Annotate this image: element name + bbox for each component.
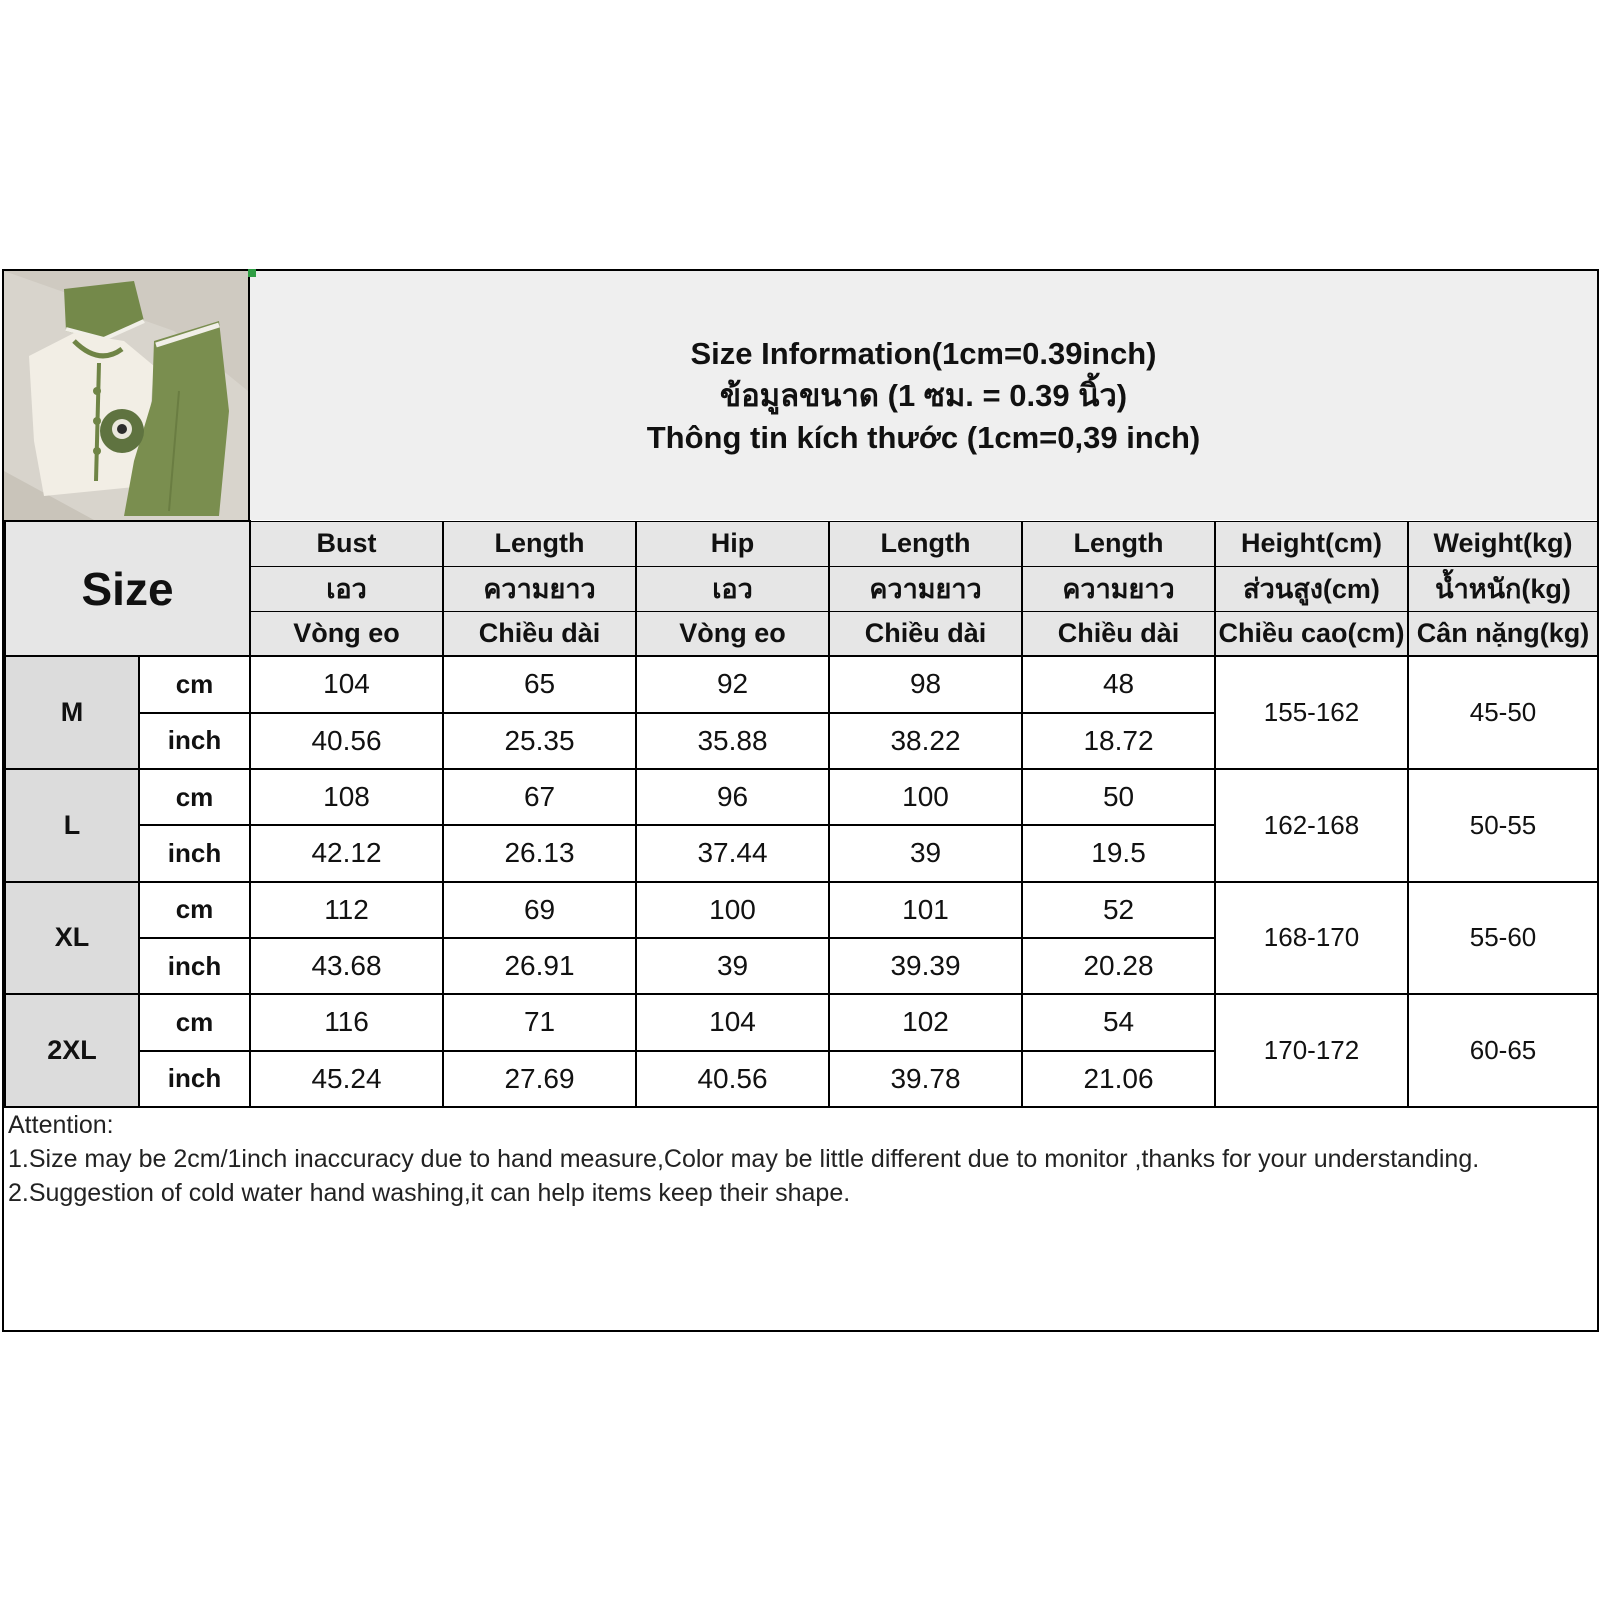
weight-range-cell: 50-55: [1408, 769, 1598, 882]
column-header-th: ส่วนสูง(cm): [1215, 566, 1408, 611]
column-header-vi: Chiều cao(cm): [1215, 611, 1408, 656]
weight-range-cell: 60-65: [1408, 994, 1598, 1107]
unit-label: cm: [139, 656, 250, 712]
measurement-cell: 102: [829, 994, 1022, 1050]
measurement-cell: 67: [443, 769, 636, 825]
notes-heading: Attention:: [8, 1111, 114, 1139]
measurement-cell: 26.13: [443, 825, 636, 881]
measurement-cell: 101: [829, 882, 1022, 938]
column-header-vi: Chiều dài: [1022, 611, 1215, 656]
size-information-header: [250, 271, 1597, 520]
size-name-cell: XL: [5, 882, 139, 995]
column-header-vi: Cân nặng(kg): [1408, 611, 1598, 656]
measurement-cell: 100: [829, 769, 1022, 825]
unit-label: cm: [139, 769, 250, 825]
height-range-cell: 168-170: [1215, 882, 1408, 995]
measurement-cell: 39.39: [829, 938, 1022, 994]
column-header-th: เอว: [636, 566, 829, 611]
measurement-cell: 65: [443, 656, 636, 712]
measurement-cell: 18.72: [1022, 713, 1215, 769]
measurement-cell: 96: [636, 769, 829, 825]
unit-label: inch: [139, 938, 250, 994]
size-name-cell: 2XL: [5, 994, 139, 1107]
measurement-cell: 92: [636, 656, 829, 712]
product-photo: [4, 271, 250, 520]
column-header-vi: Vòng eo: [636, 611, 829, 656]
weight-range-cell: 55-60: [1408, 882, 1598, 995]
measurement-cell: 20.28: [1022, 938, 1215, 994]
title-english: Size Information(1cm=0.39inch): [690, 335, 1157, 371]
measurement-cell: 43.68: [250, 938, 443, 994]
measurement-cell: 104: [636, 994, 829, 1050]
size-name-cell: L: [5, 769, 139, 882]
column-header-en: Length: [443, 521, 636, 566]
measurement-cell: 104: [250, 656, 443, 712]
table-row: [5, 882, 1598, 938]
corner-marker: [248, 269, 256, 277]
column-header-en: Length: [1022, 521, 1215, 566]
column-header-th: ความยาว: [829, 566, 1022, 611]
measurement-cell: 108: [250, 769, 443, 825]
pajama-set-illustration: [4, 271, 248, 520]
note-item: 1.Size may be 2cm/1inch inaccuracy due to hand measure,Color may be little different due to monitor ,thanks for your understanding.: [8, 1145, 1480, 1173]
measurement-cell: 39.78: [829, 1051, 1022, 1107]
size-column-header: Size: [5, 521, 250, 656]
attention-notes: [8, 1108, 1593, 1210]
measurement-cell: 19.5: [1022, 825, 1215, 881]
column-header-th: ความยาว: [1022, 566, 1215, 611]
column-header-th: ความยาว: [443, 566, 636, 611]
table-row: [5, 769, 1598, 825]
measurement-cell: 100: [636, 882, 829, 938]
measurement-cell: 40.56: [636, 1051, 829, 1107]
table-row: [5, 994, 1598, 1050]
measurement-cell: 116: [250, 994, 443, 1050]
measurement-cell: 50: [1022, 769, 1215, 825]
column-header-vi: Vòng eo: [250, 611, 443, 656]
measurement-cell: 71: [443, 994, 636, 1050]
unit-label: inch: [139, 713, 250, 769]
unit-label: cm: [139, 994, 250, 1050]
height-range-cell: 155-162: [1215, 656, 1408, 769]
title-thai: ข้อมูลขนาด (1 ซม. = 0.39 นิ้ว): [719, 377, 1128, 413]
note-item: 2.Suggestion of cold water hand washing,it can help items keep their shape.: [8, 1179, 851, 1207]
unit-label: inch: [139, 1051, 250, 1107]
measurement-cell: 45.24: [250, 1051, 443, 1107]
column-header-th: น้ำหนัก(kg): [1408, 566, 1598, 611]
measurement-cell: 39: [829, 825, 1022, 881]
measurement-cell: 40.56: [250, 713, 443, 769]
column-header-en: Length: [829, 521, 1022, 566]
column-header-en: Bust: [250, 521, 443, 566]
unit-label: inch: [139, 825, 250, 881]
size-table: [4, 520, 1599, 1108]
column-header-en: Height(cm): [1215, 521, 1408, 566]
height-range-cell: 162-168: [1215, 769, 1408, 882]
measurement-cell: 27.69: [443, 1051, 636, 1107]
column-header-th: เอว: [250, 566, 443, 611]
measurement-cell: 35.88: [636, 713, 829, 769]
measurement-cell: 98: [829, 656, 1022, 712]
column-header-en: Hip: [636, 521, 829, 566]
height-range-cell: 170-172: [1215, 994, 1408, 1107]
title-vietnamese: Thông tin kích thước (1cm=0,39 inch): [646, 419, 1201, 455]
column-header-vi: Chiều dài: [443, 611, 636, 656]
measurement-cell: 38.22: [829, 713, 1022, 769]
measurement-cell: 54: [1022, 994, 1215, 1050]
table-row: [5, 656, 1598, 712]
column-header-en: Weight(kg): [1408, 521, 1598, 566]
measurement-cell: 48: [1022, 656, 1215, 712]
weight-range-cell: 45-50: [1408, 656, 1598, 769]
measurement-cell: 42.12: [250, 825, 443, 881]
measurement-cell: 37.44: [636, 825, 829, 881]
measurement-cell: 39: [636, 938, 829, 994]
size-name-cell: M: [5, 656, 139, 769]
measurement-cell: 25.35: [443, 713, 636, 769]
measurement-cell: 52: [1022, 882, 1215, 938]
size-chart-sheet: [2, 269, 1599, 1332]
unit-label: cm: [139, 882, 250, 938]
measurement-cell: 112: [250, 882, 443, 938]
measurement-cell: 26.91: [443, 938, 636, 994]
measurement-cell: 69: [443, 882, 636, 938]
column-header-vi: Chiều dài: [829, 611, 1022, 656]
measurement-cell: 21.06: [1022, 1051, 1215, 1107]
